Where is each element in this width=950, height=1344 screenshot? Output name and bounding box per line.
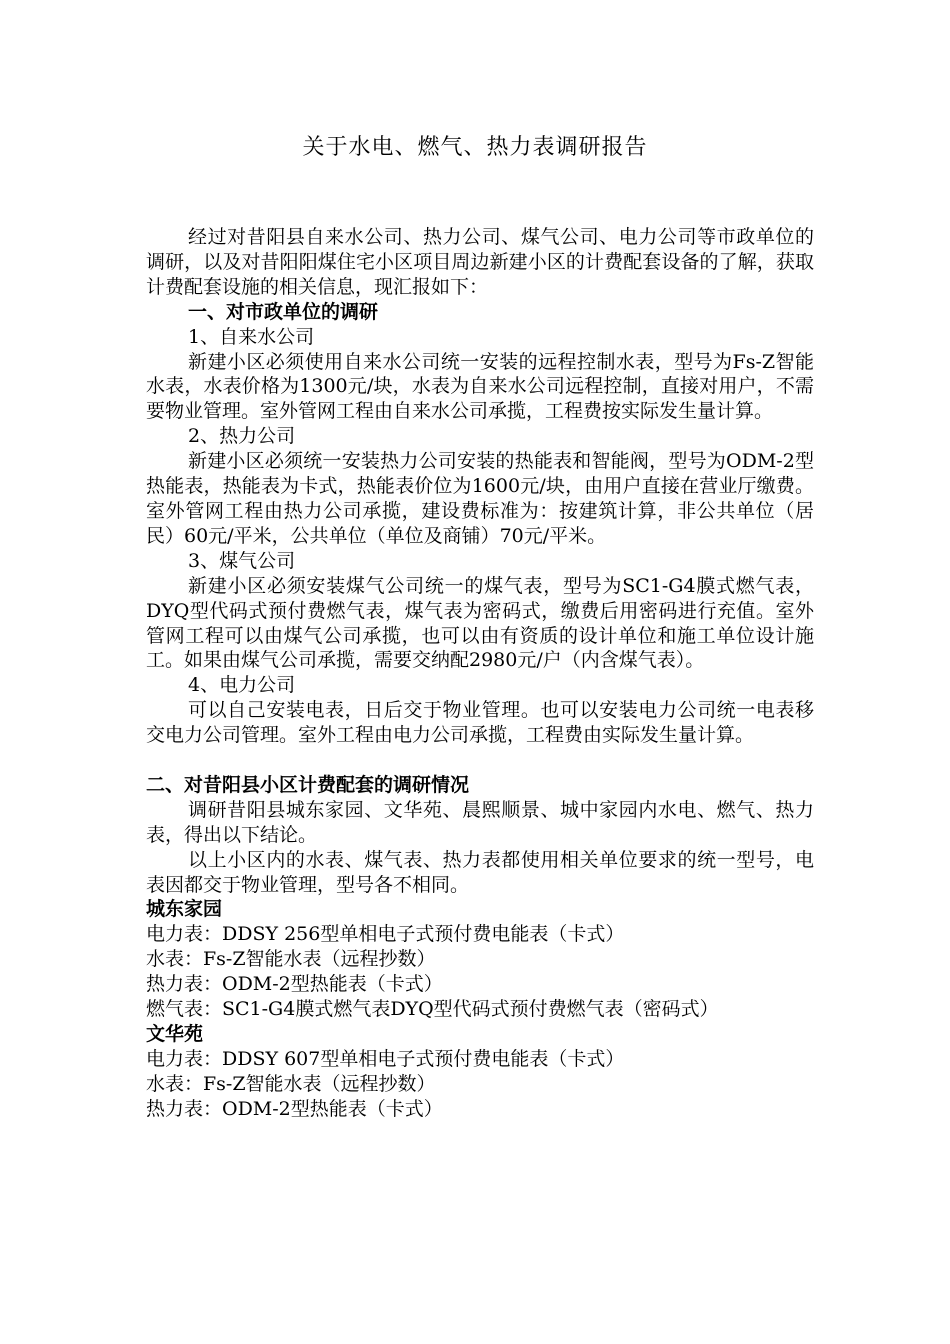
meter-line: 水表：Fs-Z智能水表（远程抄数） <box>146 948 436 971</box>
item3-heading: 3、煤气公司 <box>188 549 296 572</box>
item1-body: 新建小区必须使用自来水公司统一安装的远程控制水表，型号为Fs-Z智能水表，水表价格为1300元/块，水表为自来水公司远程控制，直接对用户，不需要物业管理。室外管网工程由自来水公司承揽，工程费按实际发生量计算。 <box>146 350 814 423</box>
section1-heading: 一、对市政单位的调研 <box>188 300 379 323</box>
item4-body: 可以自己安装电表，日后交于物业管理。也可以安装电力公司统一电表移交电力公司管理。室外工程由电力公司承揽，工程费由实际发生量计算。 <box>146 699 814 747</box>
meter-line: 电力表：DDSY 607型单相电子式预付费电能表（卡式） <box>146 1047 625 1070</box>
section2-paragraph-1: 调研昔阳县城东家园、文华苑、晨熙顺景、城中家园内水电、燃气、热力表，得出以下结论。 <box>146 798 814 846</box>
document-body <box>146 225 814 1122</box>
meter-line: 电力表：DDSY 256型单相电子式预付费电能表（卡式） <box>146 923 625 946</box>
section-spacer <box>146 748 814 773</box>
meter-line: 燃气表：SC1-G4膜式燃气表DYQ型代码式预付费燃气表（密码式） <box>146 998 719 1021</box>
item4-heading: 4、电力公司 <box>188 674 296 697</box>
meter-line: 热力表：ODM-2型热能表（卡式） <box>146 973 443 996</box>
section2-paragraph-2: 以上小区内的水表、煤气表、热力表都使用相关单位要求的统一型号，电表因都交于物业管理，型号各不相同。 <box>146 848 814 896</box>
item2-body: 新建小区必须统一安装热力公司安装的热能表和智能阀，型号为ODM-2型热能表，热能表为卡式，热能表价位为1600元/块，由用户直接在营业厅缴费。室外管网工程由热力公司承揽，建设费标准为：按建筑计算，非公共单位（居民）60元/平米，公共单位（单位及商铺）70元/平米。 <box>146 450 814 547</box>
document-title: 关于水电、燃气、热力表调研报告 <box>302 135 648 160</box>
meter-line: 水表：Fs-Z智能水表（远程抄数） <box>146 1072 436 1095</box>
item2-heading: 2、热力公司 <box>188 425 296 448</box>
meter-line: 热力表：ODM-2型热能表（卡式） <box>146 1097 443 1120</box>
intro-paragraph: 经过对昔阳县自来水公司、热力公司、煤气公司、电力公司等市政单位的调研，以及对昔阳阳煤住宅小区项目周边新建小区的计费配套设备的了解，获取计费配套设施的相关信息，现汇报如下： <box>146 226 814 298</box>
community-name: 城东家园 <box>146 898 223 921</box>
section2-heading: 二、对昔阳县小区计费配套的调研情况 <box>146 773 470 796</box>
item1-heading: 1、自来水公司 <box>188 325 315 348</box>
community-name: 文华苑 <box>146 1022 204 1045</box>
item3-body: 新建小区必须安装煤气公司统一的煤气表，型号为SC1-G4膜式燃气表，DYQ型代码式预付费燃气表，煤气表为密码式，缴费后用密码进行充值。室外管网工程可以由煤气公司承揽，也可以由有资质的设计单位和施工单位设计施工。如果由煤气公司承揽，需要交纳配2980元/户（内含煤气表）。 <box>146 574 814 672</box>
